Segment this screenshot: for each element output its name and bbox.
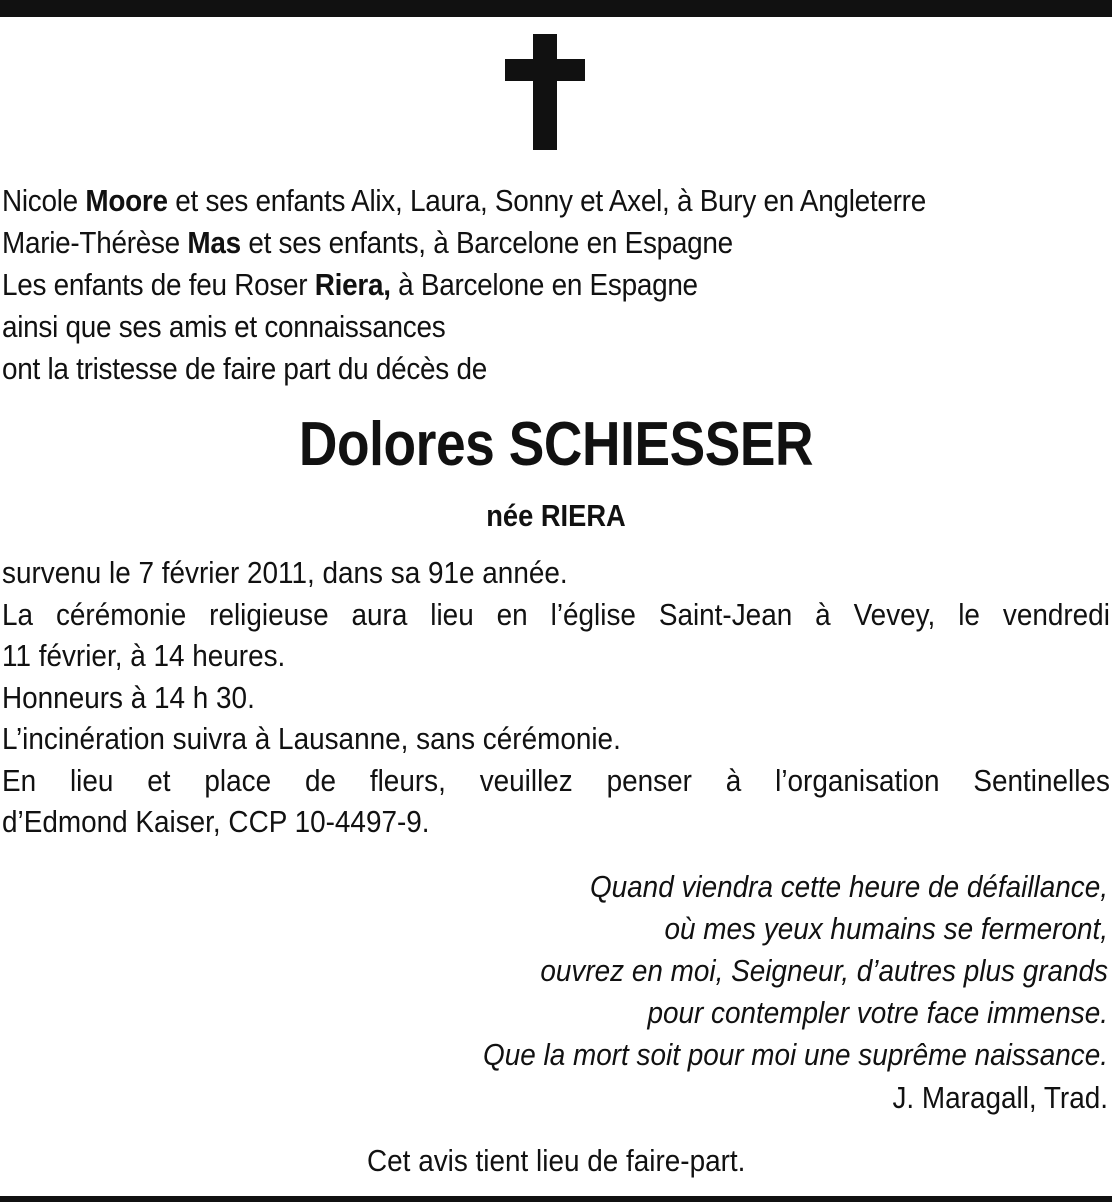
family-line-announce: ont la tristesse de faire part du décès de <box>2 351 487 386</box>
poem-signature: J. Maragall, Trad. <box>892 1080 1108 1115</box>
family-line-friends: ainsi que ses amis et connaissances <box>2 309 446 344</box>
family-announcement <box>2 180 1110 390</box>
poem-line: Que la mort soit pour moi une suprême naissance. <box>483 1037 1108 1072</box>
bottom-rule <box>0 1196 1112 1202</box>
deceased-name: Dolores SCHIESSER <box>298 410 814 479</box>
poem-line: ouvrez en moi, Seigneur, d’autres plus grands <box>540 953 1108 988</box>
closing-note-text: Cet avis tient lieu de faire-part. <box>366 1143 746 1178</box>
closing-note <box>0 1140 1112 1182</box>
poem-line: pour contempler votre face immense. <box>647 995 1108 1030</box>
latin-cross-icon <box>505 34 585 150</box>
ceremony-details <box>2 552 1110 843</box>
poem-line: où mes yeux humains se fermeront, <box>664 911 1108 946</box>
cremation-line: L’incinération suivra à Lausanne, sans cérémonie. <box>2 721 621 756</box>
deceased-maiden-name: née RIERA <box>486 498 626 533</box>
ceremony-time-line: 11 février, à 14 heures. <box>2 638 286 673</box>
flowers-line: En lieu et place de fleurs, veuillez penser à l’organisation Sentinelles <box>2 762 1110 798</box>
family-line-mas: Marie-Thérèse Mas et ses enfants, à Barcelone en Espagne <box>2 225 733 260</box>
death-date-line: survenu le 7 février 2011, dans sa 91e année. <box>2 555 568 590</box>
poem <box>208 866 1108 1120</box>
ceremony-line: La cérémonie religieuse aura lieu en l’église Saint-Jean à Vevey, le vendredi <box>2 596 1110 632</box>
top-rule <box>0 0 1112 17</box>
family-line-riera: Les enfants de feu Roser Riera, à Barcelone en Espagne <box>2 267 698 302</box>
donation-line: d’Edmond Kaiser, CCP 10-4497-9. <box>2 804 430 839</box>
poem-line: Quand viendra cette heure de défaillance, <box>589 869 1108 904</box>
honours-line: Honneurs à 14 h 30. <box>2 679 255 715</box>
family-line-moore: Nicole Moore et ses enfants Alix, Laura, Sonny et Axel, à Bury en Angleterre <box>2 183 926 218</box>
